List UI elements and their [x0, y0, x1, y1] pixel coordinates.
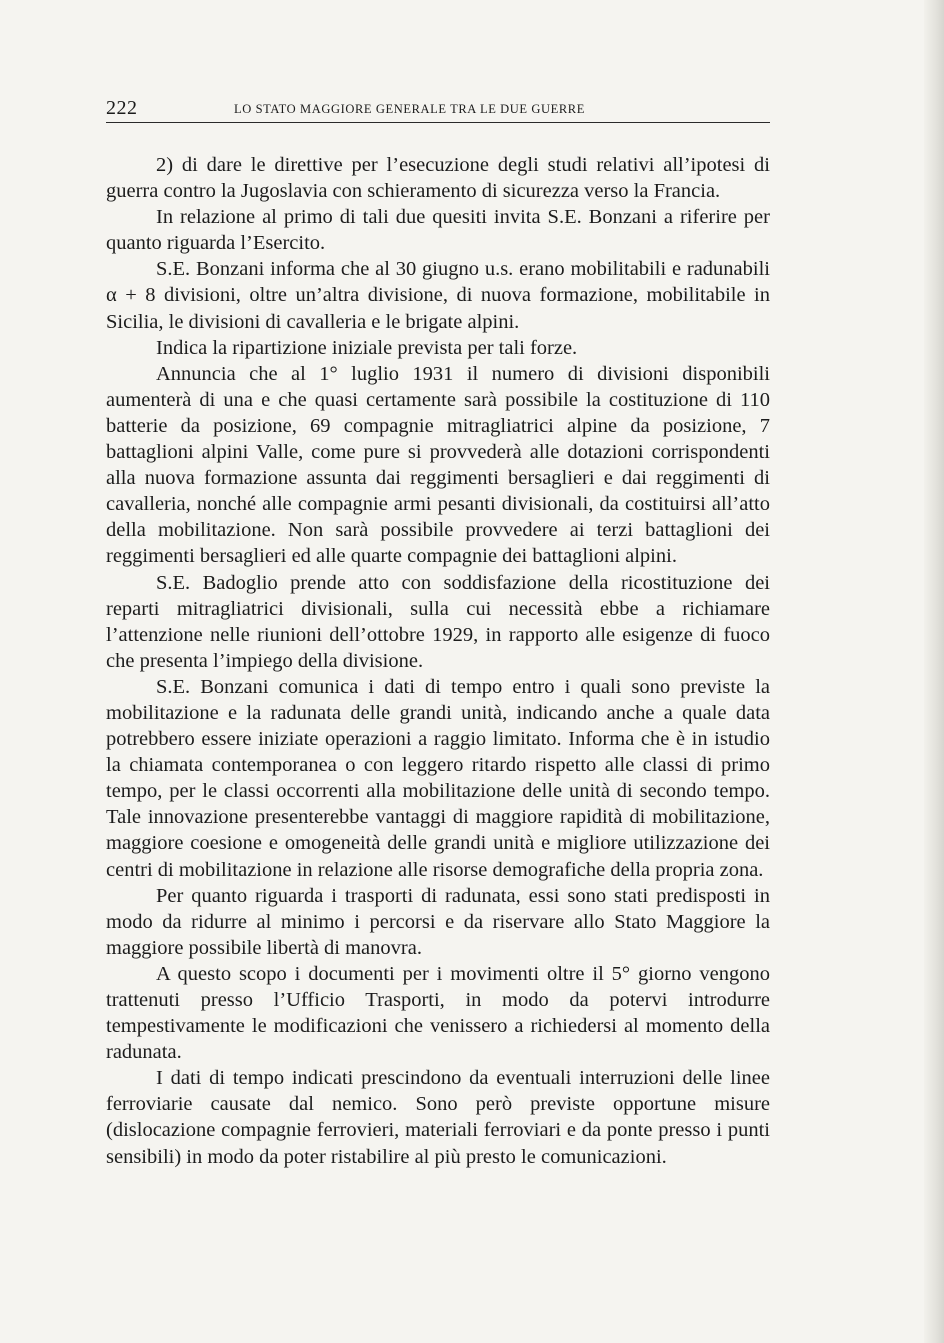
- paragraph: Indica la ripartizione iniziale prevista per tali forze.: [156, 336, 578, 359]
- page-number: 222: [106, 97, 138, 119]
- paragraph: Per quanto riguarda i trasporti di radunata, essi sono stati predisposti in modo da ridurre al minimo i percorsi e da riservare allo Stato Maggiore la maggiore possibile libertà di manovra.: [106, 884, 770, 959]
- page-edge-shadow: [924, 0, 944, 1343]
- body-text: [106, 152, 770, 1170]
- paragraph: I dati di tempo indicati prescindono da eventuali interruzioni delle linee ferroviarie causate dal nemico. Sono però previste opportune misure (dislocazione compagnie ferrovieri, materiali ferroviari e da ponte presso i punti sensibili) in modo da poter ristabilire al più presto le comunicazioni.: [106, 1067, 770, 1168]
- paragraph: S.E. Bonzani comunica i dati di tempo entro i quali sono previste la mobilitazione e la radunata delle grandi unità, indicando anche a quale data potrebbero essere iniziate operazioni a raggio limitato. Informa che è in istudio la chiamata contemporanea o con leggero ritardo rispetto alle classi di primo tempo, per le classi occorrenti alla mobilitazione delle unità di secondo tempo. Tale innovazione presenterebbe vantaggi di maggiore rapidità di mobilitazione, maggiore coesione e omogeneità delle grandi unità e migliore utilizzazione dei centri di mobilitazione in relazione alle risorse demografiche della propria zona.: [106, 675, 770, 881]
- paragraph: Annuncia che al 1° luglio 1931 il numero di divisioni disponibili aumenterà di una e che quasi certamente sarà possibile la costituzione di 110 batterie da posizione, 69 compagnie mitragliatrici alpine da posizione, 7 battaglioni alpini Valle, come pure si provvederà alle dotazioni corrispondenti alla nuova formazione assunta dai reggimenti bersaglieri e dai reggimenti di cavalleria, nonché alle compagnie armi pesanti divisionali, da costituirsi all’atto della mobilitazione. Non sarà possibile provvedere ai terzi battaglioni dei reggimenti bersaglieri ed alle quarte compagnie dei battaglioni alpini.: [106, 362, 770, 568]
- paragraph: S.E. Badoglio prende atto con soddisfazione della ricostituzione dei reparti mitragliatrici divisionali, sulla cui necessità ebbe a richiamare l’attenzione nelle riunioni dell’ottobre 1929, in rapporto alle esigenze di fuoco che presenta l’impiego della divisione.: [106, 571, 770, 672]
- running-title: LO STATO MAGGIORE GENERALE TRA LE DUE GUERRE: [234, 102, 585, 116]
- paragraph: S.E. Bonzani informa che al 30 giugno u.s. erano mobilitabili e radunabili α + 8 divisioni, oltre un’altra divisione, di nuova formazione, mobilitabile in Sicilia, le divisioni di cavalleria e le brigate alpini.: [106, 258, 770, 333]
- paragraph: In relazione al primo di tali due quesiti invita S.E. Bonzani a riferire per quanto riguarda l’Esercito.: [106, 206, 770, 255]
- paragraph: A questo scopo i documenti per i movimenti oltre il 5° giorno vengono trattenuti presso l’Ufficio Trasporti, in modo da potervi introdurre tempestivamente le modificazioni che venissero a richiedersi al momento della radunata.: [106, 962, 770, 1064]
- page-header: [106, 96, 770, 123]
- paragraph: 2) di dare le direttive per l’esecuzione degli studi relativi all’ipotesi di guerra contro la Jugoslavia con schieramento di sicurezza verso la Francia.: [106, 154, 770, 203]
